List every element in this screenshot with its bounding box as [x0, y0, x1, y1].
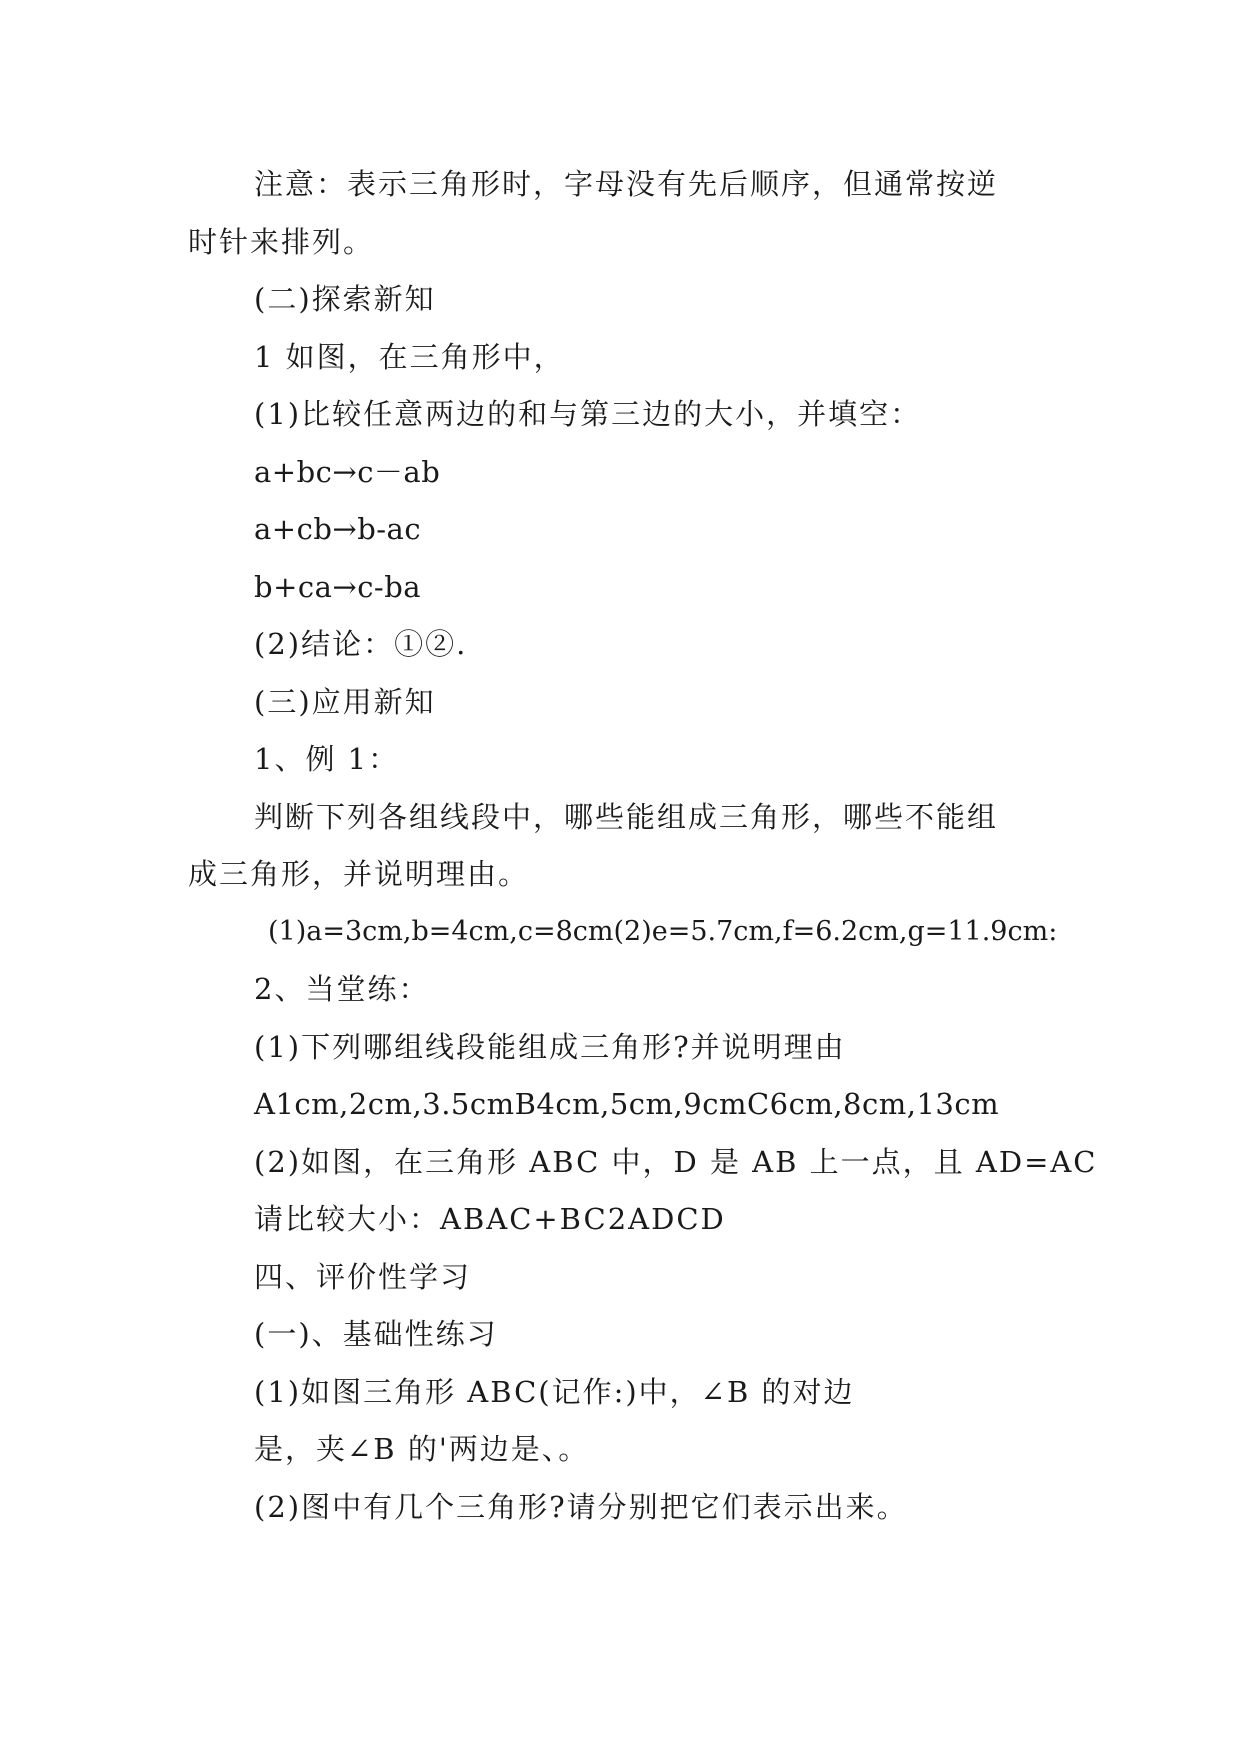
- paragraph-line: 请比较大小：ABAC+BC2ADCD: [254, 1202, 726, 1236]
- section-heading: (三)应用新知: [254, 685, 436, 719]
- paragraph-line: (2)图中有几个三角形?请分别把它们表示出来。: [254, 1490, 908, 1524]
- formula-line: (1)a=3cm,b=4cm,c=8cm(2)e=5.7cm,f=6.2cm,g=11.9cm:: [268, 916, 1058, 947]
- paragraph-line: 时针来排列。: [188, 225, 375, 259]
- paragraph-line: (1)下列哪组线段能组成三角形?并说明理由: [254, 1030, 846, 1064]
- paragraph-line: 1、例 1：: [254, 742, 400, 776]
- paragraph-line: (2)结论：①②.: [254, 627, 468, 661]
- section-heading: (一)、基础性练习: [254, 1317, 498, 1351]
- formula-line: a+cb→b-ac: [254, 512, 422, 546]
- formula-line: a+bc→c－ab: [254, 455, 441, 489]
- paragraph-line: 注意：表示三角形时，字母没有先后顺序，但通常按逆: [254, 167, 999, 201]
- section-heading: 四、评价性学习: [254, 1260, 472, 1294]
- paragraph-line: 判断下列各组线段中，哪些能组成三角形，哪些不能组: [254, 800, 999, 834]
- formula-line: b+ca→c-ba: [254, 570, 422, 604]
- section-heading: (二)探索新知: [254, 282, 436, 316]
- paragraph-line: 成三角形，并说明理由。: [188, 857, 530, 891]
- formula-line: A1cm,2cm,3.5cmB4cm,5cm,9cmC6cm,8cm,13cm: [254, 1087, 1000, 1121]
- paragraph-line: (2)如图，在三角形 ABC 中，D 是 AB 上一点，且 AD=AC: [254, 1145, 1098, 1179]
- paragraph-line: (1)比较任意两边的和与第三边的大小，并填空：: [254, 397, 922, 431]
- paragraph-line: 2、当堂练：: [254, 972, 430, 1006]
- paragraph-line: 1 如图，在三角形中，: [254, 340, 565, 374]
- paragraph-line: 是，夹∠B 的'两边是、。: [254, 1432, 590, 1466]
- paragraph-line: (1)如图三角形 ABC(记作:)中，∠B 的对边: [254, 1375, 855, 1409]
